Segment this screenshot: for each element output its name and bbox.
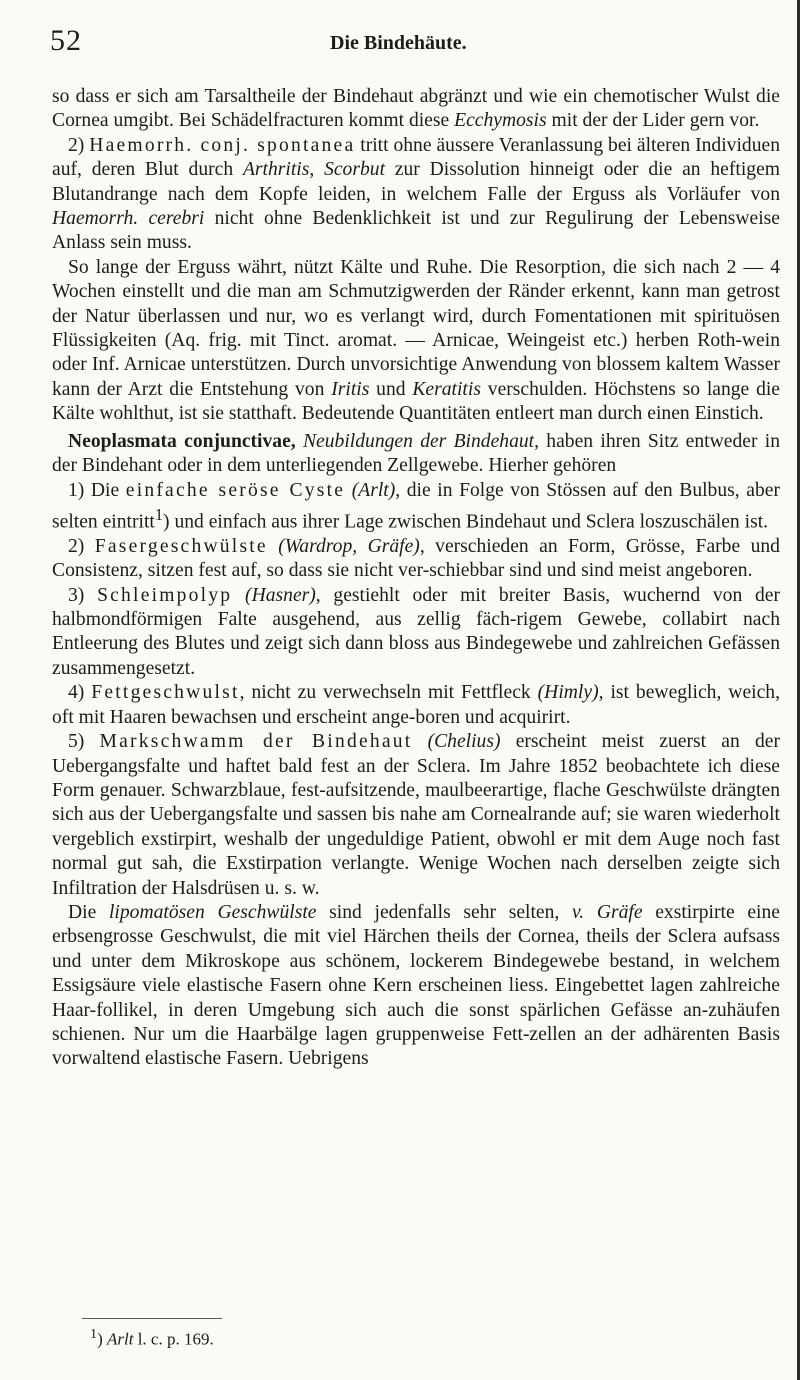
text-run: 1	[90, 1326, 98, 1342]
text-run: erscheint meist zuerst an der Uebergangsfalte und haftet bald fest an der Sclera. Im Jahre 1852 beobachtete ich diese Form genauer. Schwarzblaue, fest-aufsitzende, maulbeerartige, flache Geschwülste drängten sich aus der Uebergangsfalte und sassen bis nahe am Cornealrande auf; sie waren wiederholt vergeblich exstirpirt, weshalb der ungeduldige Patient, obwohl er mit dem Auge noch fast normal gut sah, die Exstirpation verlangte. Wenige Wochen nach derselben zeigte sich Infiltration der Halsdrüsen u. s. w.	[52, 731, 780, 899]
text-run	[412, 731, 427, 752]
text-run: (Himly)	[537, 682, 599, 704]
text-run	[268, 536, 278, 557]
text-run: sind jedenfalls sehr selten,	[316, 901, 572, 923]
text-run: So lange der Erguss währt, nützt Kälte und Ruhe. Die Resorption, die sich nach 2 — 4 Wochen einstellt und die man am Schmutzigwerden der Ränder erkennt, kann man getrost der Natur überlassen und nur, wo es verlangt wird, durch Fomentationen mit spirituösen Flüssigkeiten (Aq. frig. mit Tinct. aromat. — Arnicae, Weingeist etc.) herben Roth-wein oder Inf. Arnicae unterstützen. Durch unvorsichtige Anwendung von blossem kaltem Wasser kann der Arzt die Entstehung von	[52, 256, 780, 400]
text-run: tritt ohne äussere Veranlassung bei älteren Individuen auf, deren Blut durch	[52, 134, 780, 181]
text-run: Fettgeschwulst	[91, 682, 240, 704]
page-header	[50, 24, 750, 64]
list-item-fettgeschwulst	[52, 681, 780, 730]
text-run: und	[369, 378, 413, 400]
text-run: nicht ohne Bedenklichkeit ist und zur Regulirung der Lebensweise Anlass sein muss.	[52, 208, 781, 254]
text-run: 1	[154, 504, 164, 524]
text-run: 5)	[68, 731, 100, 753]
text-run: 4)	[68, 682, 92, 704]
footnote	[90, 1326, 214, 1350]
text-run: Scorbut	[324, 159, 386, 181]
text-run: Haemorrh. conj. spontanea	[89, 134, 356, 156]
text-run: Markschwamm der Bindehaut	[99, 731, 413, 753]
text-run	[296, 431, 303, 452]
running-head: Die Bindehäute.	[330, 32, 467, 54]
text-run: Arthritis	[242, 159, 310, 181]
paragraph-lipomatoese-geschwuelste	[52, 901, 780, 1072]
text-run: haben ihren Sitz entweder in der Bindehant oder in dem unterliegenden Zellgewebe. Hierher gehören	[52, 430, 781, 477]
text-run: so dass er sich am Tarsaltheile der Bindehaut abgränzt und wie ein chemotischer Wulst die Cornea umgibt. Bei Schädelfracturen kommt diese	[52, 86, 780, 132]
list-item-cyste	[52, 479, 780, 535]
text-run: einfache seröse Cyste	[125, 479, 346, 501]
text-run: Ecchymosis	[454, 110, 547, 132]
text-run: , nicht zu verwechseln mit Fettfleck	[239, 682, 538, 704]
text-run: , die in Folge von Stössen auf den Bulbus, aber selten eintritt	[52, 479, 780, 533]
section-heading-neoplasmata	[52, 430, 780, 479]
text-run: 2)	[68, 535, 95, 557]
list-item-schleimpolyp	[52, 584, 780, 682]
list-item-fasergeschwuelste	[52, 535, 780, 584]
text-run	[232, 585, 245, 606]
text-run: Haemorrh. cerebri	[52, 208, 205, 230]
text-run: , ist beweglich, weich, oft mit Haaren bewachsen und erscheint ange-boren und acquirirt.	[52, 682, 780, 728]
text-run: (Wardrop, Gräfe)	[278, 535, 420, 557]
paragraph-therapy	[52, 256, 780, 427]
text-run: Schleimpolyp	[97, 584, 233, 606]
text-run: Die	[68, 901, 109, 923]
text-run: l. c. p. 169.	[133, 1329, 214, 1349]
text-run: lipomatösen Geschwülste	[108, 901, 317, 923]
text-run: (Chelius)	[427, 731, 501, 753]
text-run	[345, 480, 352, 501]
body-text	[52, 85, 780, 1072]
text-run: , verschieden an Form, Grösse, Farbe und Consistenz, sitzen fest auf, so dass sie nicht ver-schiebbar sind und sind meist angeboren.	[52, 535, 780, 582]
text-run: exstirpirte eine erbsengrosse Geschwulst, die mit viel Härchen theils der Cornea, theils der Sclera aufsass und unter dem Mikroskope aus schönem, lockerem Bindegewebe bestand, in welchem Essigsäure viele elastische Fasern ohne Kern erscheinen liess. Eingebettet lagen zahlreiche Haar-follikel, in deren Umgebung sich auch die sonst spärlichen Gefässe an-zuhäufen schienen. Nur um die Haarbälge lagen gruppenweise Fett-zellen an der adhärenten Basis vorwaltend elastische Fasern. Uebrigens	[52, 901, 780, 1070]
text-run: )	[97, 1329, 107, 1349]
paragraph-intro	[52, 85, 780, 134]
text-run: 1) Die	[68, 479, 126, 501]
text-run: zur Dissolution hinneigt oder die an heftigem Blutandrange nach dem Kopfe leiden, in welchem Falle der Erguss als Vorläufer von	[52, 159, 781, 205]
text-run: mit der der Lider gern vor.	[546, 110, 760, 132]
list-item-markschwamm	[52, 730, 780, 901]
text-run: Arlt	[107, 1329, 134, 1349]
text-run: ) und einfach aus ihrer Lage zwischen Bindehaut und Sclera loszuschälen ist.	[163, 511, 769, 533]
text-run: (Arlt)	[351, 479, 396, 501]
text-run: v. Gräfe	[572, 901, 643, 923]
text-run: 2)	[68, 134, 90, 156]
footnote-rule	[82, 1318, 222, 1319]
text-run: Fasergeschwülste	[94, 535, 268, 557]
text-run: verschulden. Höchstens so lange die Kälte wohlthut, ist sie statthaft. Bedeutende Quantitäten entleert man durch einen Einstich.	[52, 378, 781, 425]
text-run: Keratitis	[412, 378, 481, 400]
paragraph-haemorrhagia-spontanea	[52, 134, 780, 256]
text-run: , gestiehlt oder mit breiter Basis, wuchernd von der halbmondförmigen Falte ausgehend, aus zellig fäch-rigem Gewebe, collabirt nach Entleerung des Blutes und zeigt sich dann bloss aus Bindegewebe und zahlreichen Gefässen zusammengesetzt.	[52, 584, 780, 679]
page-number: 52	[50, 24, 82, 57]
text-run: (Hasner)	[245, 584, 316, 606]
text-run: Iritis	[331, 378, 370, 400]
text-run: 3)	[68, 584, 98, 606]
text-run: ,	[309, 159, 325, 181]
text-run: Neubildungen der Bindehaut,	[302, 430, 540, 452]
text-run: Neoplasmata conjunctivae,	[68, 430, 296, 452]
